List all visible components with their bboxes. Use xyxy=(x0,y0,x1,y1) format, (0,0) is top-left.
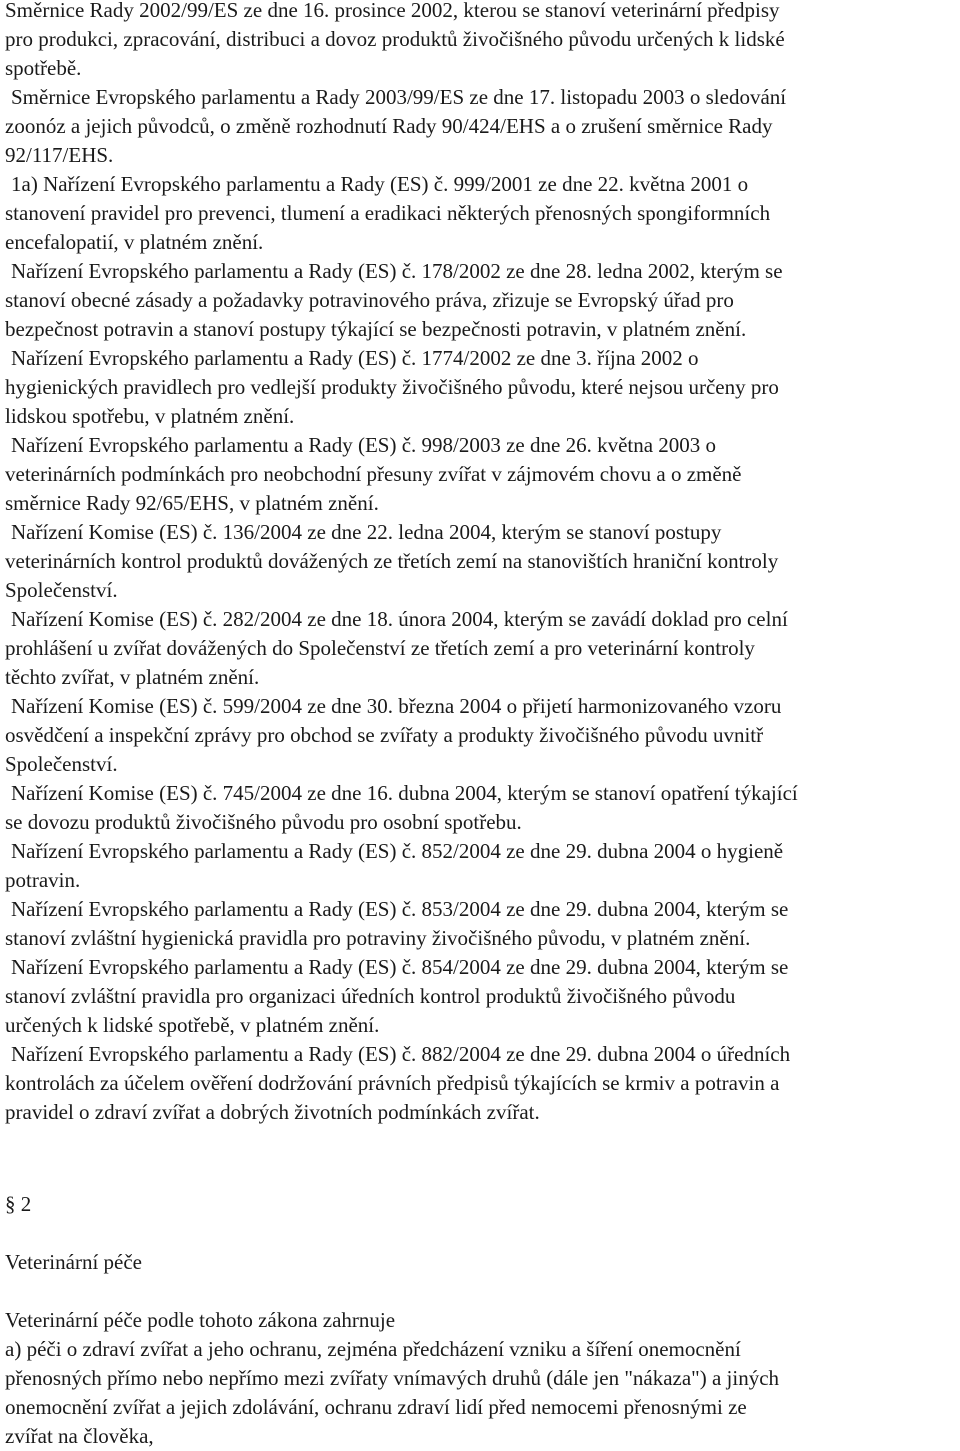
entry-line: pravidel o zdraví zvířat a dobrých životních podmínkách zvířat. xyxy=(5,1100,540,1124)
entry-line: spotřebě. xyxy=(5,56,82,80)
legal-reference-entry xyxy=(5,170,957,257)
entry-line: Nařízení Komise (ES) č. 599/2004 ze dne 30. března 2004 o přijetí harmonizovaného vzoru xyxy=(11,694,782,718)
legal-reference-entry xyxy=(5,779,957,837)
entry-line: encefalopatií, v platném znění. xyxy=(5,230,264,254)
entry-line: Nařízení Evropského parlamentu a Rady (ES) č. 852/2004 ze dne 29. dubna 2004 o hygieně xyxy=(11,839,784,863)
entry-line: Nařízení Evropského parlamentu a Rady (ES) č. 853/2004 ze dne 29. dubna 2004, kterým se xyxy=(11,897,789,921)
entry-line: stanoví obecné zásady a požadavky potravinového práva, zřizuje se Evropský úřad pro xyxy=(5,288,734,312)
section-body-line: zvířat na člověka, xyxy=(5,1424,154,1448)
section-title: Veterinární péče xyxy=(5,1250,143,1274)
entry-line: potravin. xyxy=(5,868,81,892)
section-body-line: a) péči o zdraví zvířat a jeho ochranu, zejména předcházení vzniku a šíření onemocnění xyxy=(5,1337,741,1361)
entry-line: stanovení pravidel pro prevenci, tlumení a eradikaci některých přenosných spongiformních xyxy=(5,201,771,225)
entry-line: osvědčení a inspekční zprávy pro obchod se zvířaty a produkty živočišného původu uvnitř xyxy=(5,723,764,747)
entry-line: zoonóz a jejich původců, o změně rozhodnutí Rady 90/424/EHS a o zrušení směrnice Rady xyxy=(5,114,773,138)
legal-reference-entry xyxy=(5,837,957,895)
entry-line: kontrolách za účelem ověření dodržování právních předpisů týkajících se krmiv a potravin a xyxy=(5,1071,780,1095)
entry-line: 1a) Nařízení Evropského parlamentu a Rady (ES) č. 999/2001 ze dne 22. května 2001 o xyxy=(11,172,749,196)
legal-reference-entry xyxy=(5,0,957,83)
entry-line: určených k lidské spotřebě, v platném znění. xyxy=(5,1013,380,1037)
entry-line: Nařízení Evropského parlamentu a Rady (ES) č. 882/2004 ze dne 29. dubna 2004 o úředních xyxy=(11,1042,791,1066)
entry-line: Společenství. xyxy=(5,752,118,776)
legal-reference-entry xyxy=(5,1040,957,1127)
legal-reference-entry xyxy=(5,605,957,692)
legal-reference-entry xyxy=(5,83,957,170)
entry-line: Směrnice Evropského parlamentu a Rady 2003/99/ES ze dne 17. listopadu 2003 o sledování xyxy=(11,85,787,109)
entry-line: směrnice Rady 92/65/EHS, v platném znění. xyxy=(5,491,379,515)
legal-reference-entry xyxy=(5,431,957,518)
entry-line: Společenství. xyxy=(5,578,118,602)
entry-line: bezpečnost potravin a stanoví postupy týkající se bezpečnosti potravin, v platném znění. xyxy=(5,317,747,341)
legal-references-list xyxy=(5,0,957,1127)
entry-line: Nařízení Evropského parlamentu a Rady (ES) č. 854/2004 ze dne 29. dubna 2004, kterým se xyxy=(11,955,789,979)
entry-line: veterinárních podmínkách pro neobchodní přesuny zvířat v zájmovém chovu a o změně xyxy=(5,462,742,486)
entry-line: stanoví zvláštní pravidla pro organizaci úředních kontrol produktů živočišného původu xyxy=(5,984,736,1008)
legal-reference-entry xyxy=(5,895,957,953)
entry-line: Nařízení Evropského parlamentu a Rady (ES) č. 1774/2002 ze dne 3. října 2002 o xyxy=(11,346,699,370)
section-body-line: přenosných přímo nebo nepřímo mezi zvířaty vnímavých druhů (dále jen "nákaza") a jiných xyxy=(5,1366,780,1390)
section-body xyxy=(5,1306,955,1451)
legal-reference-entry xyxy=(5,257,957,344)
section-number: § 2 xyxy=(5,1192,32,1216)
entry-line: Směrnice Rady 2002/99/ES ze dne 16. prosince 2002, kterou se stanoví veterinární předpisy xyxy=(5,0,780,22)
entry-line: Nařízení Komise (ES) č. 282/2004 ze dne 18. února 2004, kterým se zavádí doklad pro celní xyxy=(11,607,788,631)
legal-reference-entry xyxy=(5,692,957,779)
entry-line: 92/117/EHS. xyxy=(5,143,114,167)
legal-reference-entry xyxy=(5,518,957,605)
entry-line: těchto zvířat, v platném znění. xyxy=(5,665,260,689)
entry-line: pro produkci, zpracování, distribuci a dovoz produktů živočišného původu určených k lidské xyxy=(5,27,785,51)
entry-line: Nařízení Evropského parlamentu a Rady (ES) č. 998/2003 ze dne 26. května 2003 o xyxy=(11,433,717,457)
entry-line: se dovozu produktů živočišného původu pro osobní spotřebu. xyxy=(5,810,522,834)
entry-line: lidskou spotřebu, v platném znění. xyxy=(5,404,295,428)
entry-line: veterinárních kontrol produktů dovážených ze třetích zemí na stanovištích hraniční kontroly xyxy=(5,549,779,573)
entry-line: hygienických pravidlech pro vedlejší produkty živočišného původu, které nejsou určeny pro xyxy=(5,375,779,399)
legal-reference-entry xyxy=(5,344,957,431)
entry-line: stanoví zvláštní hygienická pravidla pro potraviny živočišného původu, v platném znění. xyxy=(5,926,751,950)
entry-line: prohlášení u zvířat dovážených do Společenství ze třetích zemí a pro veterinární kontroly xyxy=(5,636,755,660)
entry-line: Nařízení Komise (ES) č. 745/2004 ze dne 16. dubna 2004, kterým se stanoví opatření týkající xyxy=(11,781,798,805)
legal-reference-entry xyxy=(5,953,957,1040)
section-body-line: Veterinární péče podle tohoto zákona zahrnuje xyxy=(5,1308,396,1332)
section-body-line: onemocnění zvířat a jejich zdolávání, ochranu zdraví lidí před nemocemi přenosnými ze xyxy=(5,1395,747,1419)
entry-line: Nařízení Evropského parlamentu a Rady (ES) č. 178/2002 ze dne 28. ledna 2002, kterým se xyxy=(11,259,783,283)
entry-line: Nařízení Komise (ES) č. 136/2004 ze dne 22. ledna 2004, kterým se stanoví postupy xyxy=(11,520,722,544)
